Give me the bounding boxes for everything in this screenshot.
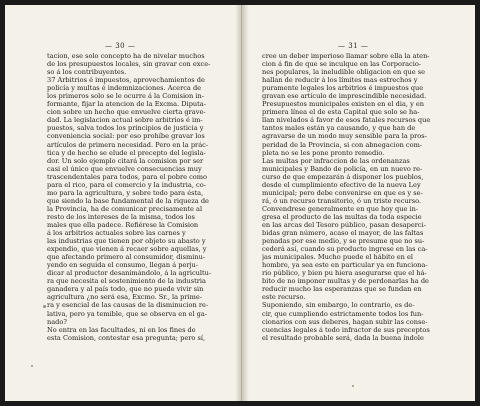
- text-line: tacion, ese solo concepto ha de nivelar muchos: [47, 52, 205, 60]
- left-page: [5, 5, 242, 401]
- text-line: los primeros solo se le ocurre á la Comision in-: [47, 92, 204, 101]
- text-line: trascendentales para todos, para el pobre como: [47, 172, 208, 181]
- text-line: municipal; pero debe convenirse en que es y se-: [262, 188, 423, 197]
- text-line: agricultura ¿no será esa, Excmo. Sr., la prime-: [47, 293, 203, 302]
- text-line: dicar al productor desanimándolo, á la agricultu-: [47, 269, 212, 278]
- text-line: expendio, que vienen á recaer sobre aquellas, y: [47, 245, 207, 254]
- ink-spot: [31, 365, 33, 367]
- right-page: [242, 5, 475, 401]
- text-line: cion á fin de que se inculque en las Corporacio-: [262, 60, 422, 69]
- text-line: en las arcas del Tesoro público, pasan desaperci-: [262, 220, 426, 229]
- text-line: pleta no se les pone pronto remedio.: [262, 148, 385, 157]
- text-line: nes populares, la ineludible obligacion en que se: [262, 68, 426, 77]
- text-line: bidas gran número, acaso el mayor, de las faltas: [262, 229, 424, 238]
- text-line: formante, fijar la atencion de la Excma. Diputa-: [47, 100, 206, 109]
- text-line: desde el cumplimiento efectivo de la nueva Ley: [262, 180, 421, 189]
- text-line: penadas por ese medio, y se presume que no su-: [262, 237, 425, 246]
- text-line: llan nivelados á favor de esos fatales recursos que: [262, 116, 431, 125]
- text-line: Presupuestos municipales existen en el dia, y en: [262, 100, 425, 109]
- text-line: policía y multas é indemnizaciones. Acerca de: [47, 84, 202, 93]
- text-line: cuencias legales á todo infractor de sus preceptos: [262, 325, 430, 334]
- text-line: municipales y Bando de policía, en un nuevo re-: [262, 164, 423, 173]
- left-page-number: — 30 —: [105, 42, 136, 50]
- text-line: ra que necesita el sostenimiento de la industria: [47, 277, 206, 286]
- ink-spot: [352, 385, 354, 387]
- text-line: jas municipales. Mucho puede el hábito en el: [262, 253, 414, 262]
- text-line: cionarios con sus deberes, hagan subir las conse-: [262, 317, 428, 326]
- text-line: cederá así, cuando su producto ingrese en las ca-: [262, 245, 428, 254]
- text-line: este recurso.: [262, 293, 306, 302]
- text-line: curso de que empezarán á disponer los pueblos,: [262, 172, 424, 181]
- text-line: resto de los intereses de la misma, todos los: [47, 212, 195, 221]
- text-line: las industrias que tienen por objeto su abasto y: [47, 237, 206, 246]
- text-line: bito de no imponer multas y de perdonarlas ha de: [262, 277, 429, 286]
- text-line: No entra en las facultades, ni en los fines de: [47, 325, 196, 334]
- text-line: dor. Un solo ejemplo citará la comision por ser: [47, 156, 204, 165]
- text-line: males que ella padece. Refiérese la Comision: [47, 220, 199, 229]
- text-line: so á los contribuyentes.: [47, 68, 127, 77]
- text-line: el resultado probable será, dada la buena índole: [262, 333, 424, 342]
- text-line: mo para la agricultura, y sobre todo para ésta,: [47, 188, 204, 197]
- text-line: cion sobre un hecho que envuelve cierta grave-: [47, 108, 206, 117]
- text-line: que siendo la base fundamental de la riqueza de: [47, 196, 209, 205]
- book-gutter: [235, 5, 249, 401]
- text-line: conveniencia social: por eso prohíbe gravar los: [47, 132, 205, 141]
- text-line: hallan de reducir á los límites mas estrechos y: [262, 76, 418, 85]
- left-page-text: [47, 52, 237, 342]
- text-line: artículos de primera necesidad. Pero en la prác-: [47, 140, 209, 149]
- text-line: puestos, salva todos los principios de justicia y: [47, 124, 204, 133]
- text-line: 37 Arbitrios é impuestos, aprovechamientos de: [47, 76, 205, 85]
- ink-spot: [43, 305, 46, 308]
- text-line: gravan ese artículo de imprescindible necesidad.: [262, 92, 427, 101]
- text-line: cir, que cumpliendo estrictamente todos los fun-: [262, 309, 424, 318]
- text-line: puramente legales los arbitrios é impuestos que: [262, 84, 424, 93]
- text-line: hombre, ya sea este en particular ya en funciona-: [262, 261, 428, 270]
- text-line: primera línea el de esta Capital que solo se ha-: [262, 108, 420, 117]
- text-line: la Provincia, ha de comunicar precisamente al: [47, 204, 203, 213]
- text-line: cree un deber imperioso llamar sobre ella la aten-: [262, 52, 430, 60]
- text-line: yendo en seguida el consumo, llegan á perju-: [47, 261, 199, 270]
- text-line: que afectando primero al consumidor, disminu-: [47, 253, 206, 262]
- text-line: gresa el producto de las multas da toda especie: [262, 212, 422, 221]
- text-line: ra y esencial de las causas de la disminucion re-: [47, 301, 209, 310]
- text-line: esta Comision, contestar esa pregunta; pero sí,: [47, 333, 206, 342]
- right-page-number: — 31 —: [338, 42, 369, 50]
- text-line: ganadera y al país todo, que no puede vivir sin: [47, 285, 204, 294]
- text-line: tica y de hecho se elude el precepto del legisla-: [47, 148, 206, 157]
- open-book: [5, 5, 475, 401]
- text-line: para el rico, para el comercio y la industria, co-: [47, 180, 206, 189]
- text-line: de los presupuestos locales, sin gravar con exce-: [47, 60, 211, 69]
- text-line: Las multas por infraccion de las ordenanzas: [262, 156, 410, 165]
- text-line: dad. La legislacion actual sobre arbitrios é im-: [47, 116, 203, 125]
- text-line: tantos males están ya causando, y que han de: [262, 124, 416, 133]
- text-line: casi el único que envuelve consecuencias muy: [47, 164, 202, 173]
- text-line: nado?: [47, 317, 67, 326]
- text-line: rá, ó un recurso transitorio, ó un triste recurso.: [262, 196, 422, 205]
- text-line: Suponiendo, sin embargo, lo contrario, es de-: [262, 301, 415, 310]
- text-line: peridad de la Provincia, si con abnegacion com-: [262, 140, 423, 149]
- text-line: agravarse de un modo muy sensible para la pros-: [262, 132, 427, 141]
- right-page-text: [262, 52, 454, 342]
- text-line: rio público, y bien pu hiera asegurarse que el há-: [262, 269, 427, 278]
- text-line: reducir mucho las esperanzas que se fundan en: [262, 285, 422, 294]
- text-line: lativa, pero ya temible, que se observa en el ga-: [47, 309, 208, 318]
- text-line: Convendrese generalmente en que hoy que in-: [262, 204, 419, 213]
- text-line: á los arbitrios actuales sobre las carnes y: [47, 229, 186, 238]
